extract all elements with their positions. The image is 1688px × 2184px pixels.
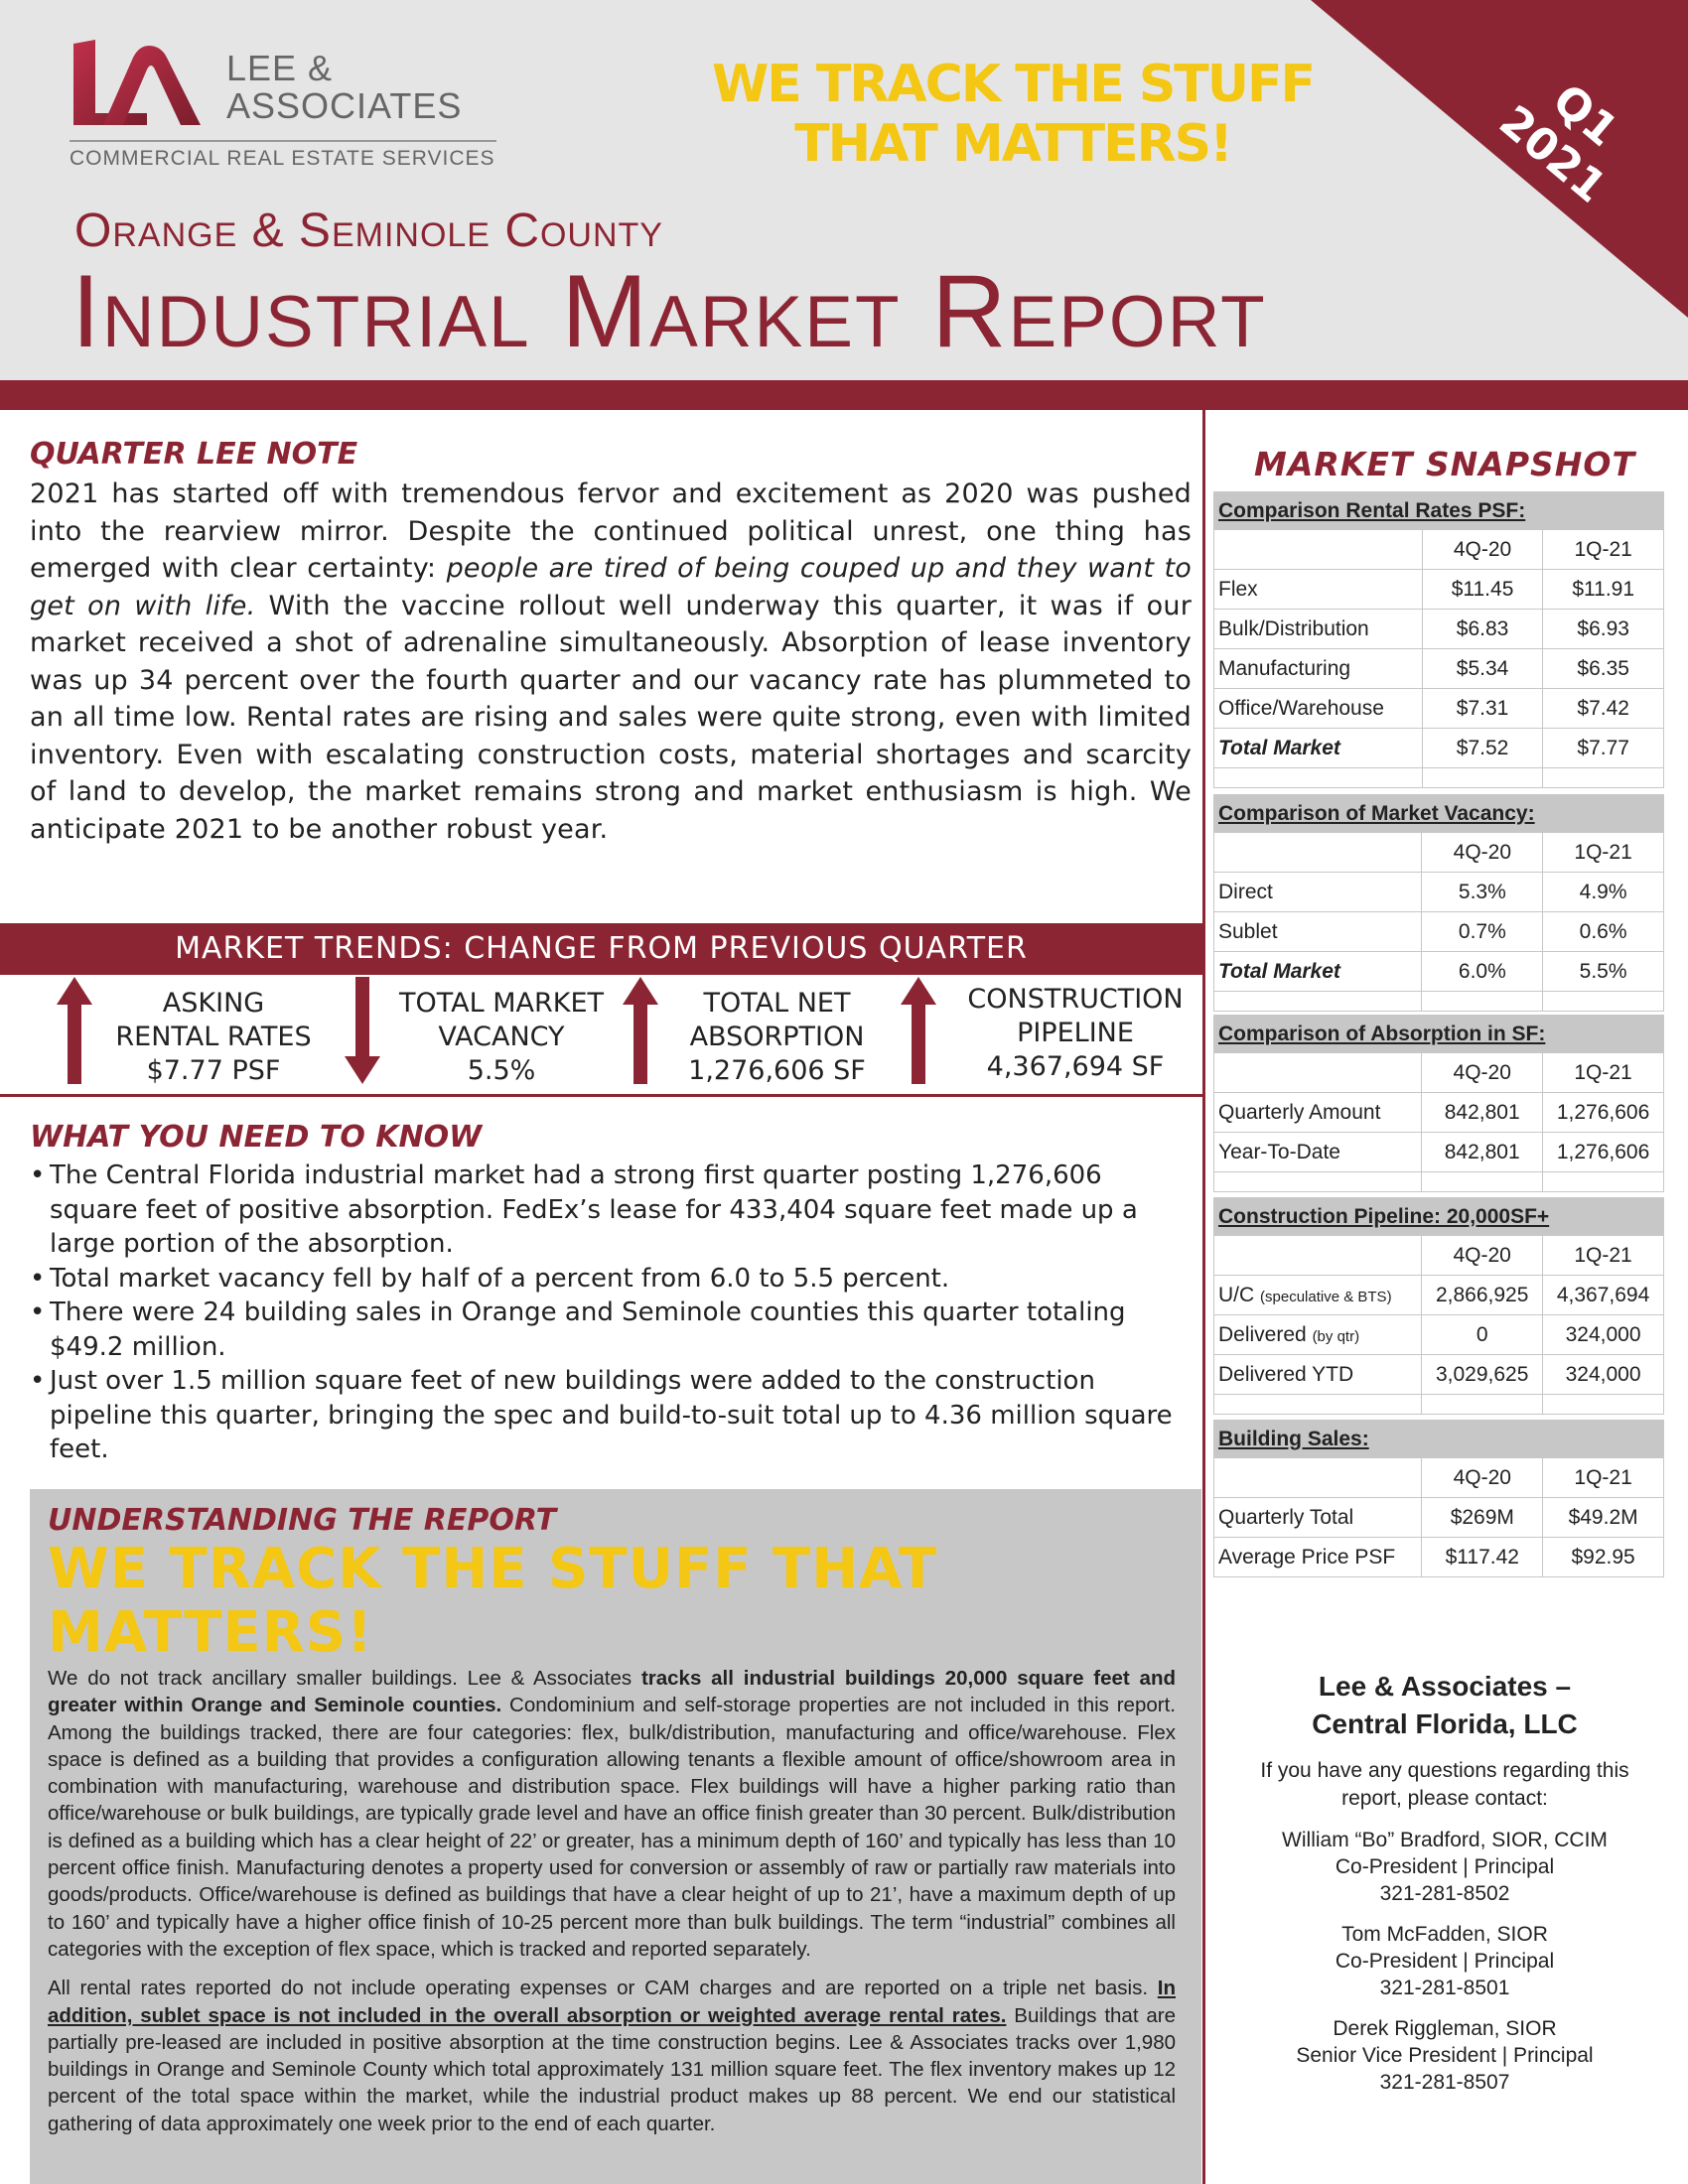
understanding-the-report <box>30 1489 1201 2184</box>
understanding-tagline: WE TRACK THE STUFF THAT MATTERS! <box>48 1537 938 1665</box>
column-header: 1Q-21 <box>1543 530 1664 570</box>
market-snapshot-title: MARKET SNAPSHOT <box>1254 445 1635 483</box>
table-row <box>1214 1538 1664 1577</box>
row-label: Total Market <box>1214 952 1422 992</box>
contact-person <box>1213 1921 1676 2001</box>
trend-label: TOTAL NET <box>703 988 851 1019</box>
trend-label: ABSORPTION <box>689 1022 865 1052</box>
trend-absorption <box>621 975 884 1094</box>
cell-value: $7.31 <box>1422 689 1543 729</box>
column-divider <box>1202 410 1205 2184</box>
row-label: Sublet <box>1214 912 1422 952</box>
table-header-row <box>1214 1053 1664 1093</box>
list-item: • Just over 1.5 million square feet of new buildings were added to the construction pipeline this quarter, bringing the spec and build-to-suit total up to 4.36 million square feet. <box>30 1364 1192 1467</box>
table-row <box>1214 1315 1664 1355</box>
trend-label: VACANCY <box>438 1022 565 1052</box>
trend-value: 1,276,606 SF <box>688 1055 866 1086</box>
cell-value: 0.6% <box>1543 912 1664 952</box>
construction-pipeline-table <box>1213 1197 1664 1415</box>
table-row <box>1214 912 1664 952</box>
up-arrow-icon <box>621 975 660 1086</box>
trend-label: ASKING <box>162 988 265 1019</box>
cell-value: 842,801 <box>1422 1133 1543 1172</box>
row-label-note: (speculative & BTS) <box>1260 1288 1392 1305</box>
down-arrow-icon <box>343 975 382 1086</box>
para-bold-text: tracks all industrial buildings 20,000 square feet and greater within Orange and Seminole counties. <box>48 1667 1176 1717</box>
company-name <box>1213 1668 1676 1743</box>
company-logo <box>70 38 506 177</box>
cell-value: $11.91 <box>1543 570 1664 610</box>
vacancy-table <box>1213 794 1664 1012</box>
row-label: Office/Warehouse <box>1214 689 1423 729</box>
trend-value: 4,367,694 SF <box>986 1051 1165 1082</box>
intro-line: If you have any questions regarding this <box>1260 1759 1629 1782</box>
cell-value: 0.7% <box>1422 912 1543 952</box>
cell-value: $6.83 <box>1422 610 1543 649</box>
absorption-table <box>1213 1015 1664 1192</box>
column-header: 1Q-21 <box>1543 1053 1664 1093</box>
row-label-note: (by qtr) <box>1312 1327 1360 1345</box>
table-row <box>1214 610 1664 649</box>
trend-value: 5.5% <box>467 1055 536 1086</box>
cell-value: 324,000 <box>1543 1355 1664 1395</box>
person-phone: 321-281-8507 <box>1379 2071 1510 2094</box>
row-label: Total Market <box>1214 729 1423 768</box>
row-label-text: Delivered <box>1218 1322 1307 1346</box>
quarter-label: Q1 2021 <box>1489 74 1627 213</box>
table-title: Building Sales: <box>1214 1421 1664 1458</box>
logo-divider <box>70 140 496 142</box>
company-name-line: Central Florida, LLC <box>1312 1708 1578 1739</box>
table-row <box>1214 1498 1664 1538</box>
county-title: Orange & Seminole County <box>74 205 663 257</box>
person-title: Co-President | Principal <box>1335 1855 1555 1878</box>
cell-value: 0 <box>1422 1315 1543 1355</box>
trend-label: RENTAL RATES <box>115 1022 312 1052</box>
table-row-total <box>1214 729 1664 768</box>
cell-value: $11.45 <box>1422 570 1543 610</box>
company-name-line: Lee & Associates – <box>1318 1671 1572 1702</box>
person-name: William “Bo” Bradford, SIOR, CCIM <box>1282 1829 1608 1851</box>
table-title: Comparison of Market Vacancy: <box>1214 795 1664 833</box>
cell-value: 6.0% <box>1422 952 1543 992</box>
section-title: UNDERSTANDING THE REPORT <box>48 1503 557 1538</box>
row-label: Average Price PSF <box>1214 1538 1422 1577</box>
cell-value: $6.93 <box>1543 610 1664 649</box>
table-row <box>1214 1093 1664 1133</box>
column-header: 4Q-20 <box>1422 530 1543 570</box>
para-text: We do not track ancillary smaller buildings. Lee & Associates <box>48 1667 641 1690</box>
cell-value: 4.9% <box>1543 873 1664 912</box>
header-tagline <box>685 55 1340 174</box>
column-header: 1Q-21 <box>1543 833 1664 873</box>
cell-value: $5.34 <box>1422 649 1543 689</box>
cell-value: 1,276,606 <box>1543 1093 1664 1133</box>
person-name: Tom McFadden, SIOR <box>1341 1923 1548 1946</box>
cell-value: 3,029,625 <box>1422 1355 1543 1395</box>
cell-value: 1,276,606 <box>1543 1133 1664 1172</box>
trend-label: CONSTRUCTION <box>967 984 1184 1015</box>
report-header <box>0 0 1688 380</box>
cell-value: 5.5% <box>1543 952 1664 992</box>
table-row <box>1214 570 1664 610</box>
person-title: Senior Vice President | Principal <box>1296 2044 1594 2067</box>
para-bold-underlined-text: In addition, sublet space is not included in the overall absorption or weighted average rental rates. <box>48 1977 1176 2027</box>
cell-value: $49.2M <box>1543 1498 1664 1538</box>
trend-text <box>670 987 884 1088</box>
table-row <box>1214 649 1664 689</box>
note-text-start: 2021 has started off with tremendous fervor and excitement as 2020 was pushed into the rearview mirror. Despite the continued political unrest, one thing has emerged with clear certainty: <box>30 478 1192 584</box>
logo-subtitle: COMMERCIAL REAL ESTATE SERVICES <box>70 147 495 170</box>
lee-associates-logo-icon <box>70 38 209 127</box>
row-label: Delivered YTD <box>1214 1355 1422 1395</box>
trend-text <box>956 983 1195 1084</box>
cell-value: $7.42 <box>1543 689 1664 729</box>
intro-line: report, please contact: <box>1341 1787 1548 1810</box>
cell-value: $117.42 <box>1422 1538 1543 1577</box>
list-item: • Total market vacancy fell by half of a percent from 6.0 to 5.5 percent. <box>30 1262 1192 1297</box>
row-label: Manufacturing <box>1214 649 1423 689</box>
row-label: Flex <box>1214 570 1423 610</box>
tagline-line1: WE TRACK THE STUFF <box>711 55 1315 114</box>
row-label-text: U/C <box>1218 1283 1255 1306</box>
table-row-total <box>1214 952 1664 992</box>
column-header: 4Q-20 <box>1422 1053 1543 1093</box>
logo-name-line2: ASSOCIATES <box>226 85 463 126</box>
table-row <box>1214 873 1664 912</box>
column-header: 1Q-21 <box>1543 1458 1664 1498</box>
cell-value: 324,000 <box>1543 1315 1664 1355</box>
list-item: • There were 24 building sales in Orange and Seminole counties this quarter totaling $49.2 million. <box>30 1296 1192 1364</box>
quarter-note-body <box>30 476 1192 848</box>
market-trends-title: MARKET TRENDS: CHANGE FROM PREVIOUS QUARTER <box>0 923 1202 975</box>
table-row <box>1214 1355 1664 1395</box>
table-title: Construction Pipeline: 20,000SF+ <box>1214 1198 1664 1236</box>
contact-person <box>1213 1827 1676 1907</box>
what-you-need-to-know <box>30 1120 1192 1467</box>
trend-text <box>392 987 611 1088</box>
row-label: Quarterly Total <box>1214 1498 1422 1538</box>
rental-rates-table <box>1213 491 1664 788</box>
trends-divider <box>0 1094 1202 1097</box>
contact-block <box>1213 1668 1676 2096</box>
trend-asking-rent <box>55 975 313 1094</box>
row-label <box>1214 1276 1422 1315</box>
definitions-paragraph <box>48 1665 1176 1963</box>
header-divider-bar <box>0 380 1688 410</box>
column-header: 4Q-20 <box>1422 833 1543 873</box>
market-trends-row <box>0 975 1202 1094</box>
cell-value: 4,367,694 <box>1543 1276 1664 1315</box>
table-header-row <box>1214 1236 1664 1276</box>
building-sales-table <box>1213 1420 1664 1577</box>
trend-vacancy <box>343 975 611 1094</box>
cell-value: $7.77 <box>1543 729 1664 768</box>
trend-label: PIPELINE <box>1017 1018 1134 1048</box>
row-label <box>1214 1315 1422 1355</box>
contact-person <box>1213 2015 1676 2096</box>
table-row <box>1214 689 1664 729</box>
section-title: WHAT YOU NEED TO KNOW <box>30 1120 483 1155</box>
row-label: Direct <box>1214 873 1422 912</box>
note-text-italic: people are tired of being couped up and they want to get on with life. <box>30 553 1192 621</box>
cell-value: $6.35 <box>1543 649 1664 689</box>
cell-value: $269M <box>1422 1498 1543 1538</box>
key-points-list <box>30 1159 1192 1467</box>
table-header-row <box>1214 530 1664 570</box>
table-title: Comparison Rental Rates PSF: <box>1214 492 1664 530</box>
cell-value: $7.52 <box>1422 729 1543 768</box>
cell-value: $92.95 <box>1543 1538 1664 1577</box>
list-item: • The Central Florida industrial market had a strong first quarter posting 1,276,606 square feet of positive absorption. FedEx’s lease for 433,404 square feet made up a large portion of the absorption. <box>30 1159 1192 1262</box>
tagline-line2: THAT MATTERS! <box>794 114 1231 174</box>
trend-construction-pipeline <box>899 975 1196 1094</box>
row-label: Quarterly Amount <box>1214 1093 1422 1133</box>
person-phone: 321-281-8502 <box>1379 1882 1510 1905</box>
quarter-lee-note <box>30 437 1192 848</box>
trend-text <box>114 987 313 1088</box>
person-name: Derek Riggleman, SIOR <box>1333 2017 1557 2040</box>
up-arrow-icon <box>55 975 94 1086</box>
cell-value: 5.3% <box>1422 873 1543 912</box>
trend-label: TOTAL MARKET <box>398 988 605 1019</box>
column-header: 4Q-20 <box>1422 1458 1543 1498</box>
cell-value: 842,801 <box>1422 1093 1543 1133</box>
logo-name-line1: LEE & <box>226 48 334 88</box>
person-title: Co-President | Principal <box>1335 1950 1555 1973</box>
trend-value: $7.77 PSF <box>146 1055 281 1086</box>
table-row <box>1214 1133 1664 1172</box>
table-header-row <box>1214 1458 1664 1498</box>
note-text-end: With the vaccine rollout well underway this quarter, it was if our market received a shot of adrenaline simultaneously. Absorption of lease inventory was up 34 percent over the fourth quarter and our vacancy rate has plummeted to an all time low. Rental rates are rising and sales were quite strong, even with limited inventory. Even with escalating construction costs, material shortages and scarcity of land to develop, the market remains strong and market enthusiasm is high. We anticipate 2021 to be another robust year. <box>30 590 1192 845</box>
para-text: All rental rates reported do not include operating expenses or CAM charges and are reported on a triple net basis. <box>48 1977 1158 2000</box>
table-row <box>1214 1276 1664 1315</box>
contact-intro <box>1213 1757 1676 1813</box>
table-title: Comparison of Absorption in SF: <box>1214 1016 1664 1053</box>
para-text: Condominium and self-storage properties are not included in this report. Among the buildings tracked, there are four categories: flex, bulk/distribution, manufacturing and office/warehouse. Flex space is defined as a building that provides a configuration allowing tenants a flexible amount of office/showroom area in combination with manufacturing, warehouse and distribution space. Flex buildings will have a higher parking ratio than office/warehouse or bulk buildings, are typically grade level and have an office finish greater than 30 percent. Bulk/distribution is defined as a building which has a clear height of 22’ or greater, has a minimum depth of 160’ and typically has less than 10 percent office finish. Manufacturing denotes a property used for conversion or assembly of raw or partially raw materials into goods/products. Office/warehouse is defined as buildings that have a clear height of up to 21’, have a maximum depth of up to 160’ and typically have a higher office finish of 10-25 percent more than bulk buildings. The term “industrial” combines all categories with the exception of flex space, which is tracked and reported separately. <box>48 1694 1176 1961</box>
column-header: 4Q-20 <box>1422 1236 1543 1276</box>
row-label: Bulk/Distribution <box>1214 610 1423 649</box>
para-text: Buildings that are partially pre-leased are included in positive absorption at the time construction begins. Lee & Associates tracks over 1,980 buildings in Orange and Seminole County which total approximately 131 million square feet. The flex inventory makes up 12 percent of the total space within the market, while the industrial product makes up 88 percent. We end our statistical gathering of data approximately one week prior to the end of each quarter. <box>48 2003 1176 2135</box>
methodology-paragraph <box>48 1975 1176 2137</box>
section-title: QUARTER LEE NOTE <box>30 437 358 472</box>
report-title: Industrial Market Report <box>71 254 1267 369</box>
table-header-row <box>1214 833 1664 873</box>
row-label: Year-To-Date <box>1214 1133 1422 1172</box>
cell-value: 2,866,925 <box>1422 1276 1543 1315</box>
up-arrow-icon <box>899 975 938 1086</box>
person-phone: 321-281-8501 <box>1379 1977 1510 1999</box>
column-header: 1Q-21 <box>1543 1236 1664 1276</box>
